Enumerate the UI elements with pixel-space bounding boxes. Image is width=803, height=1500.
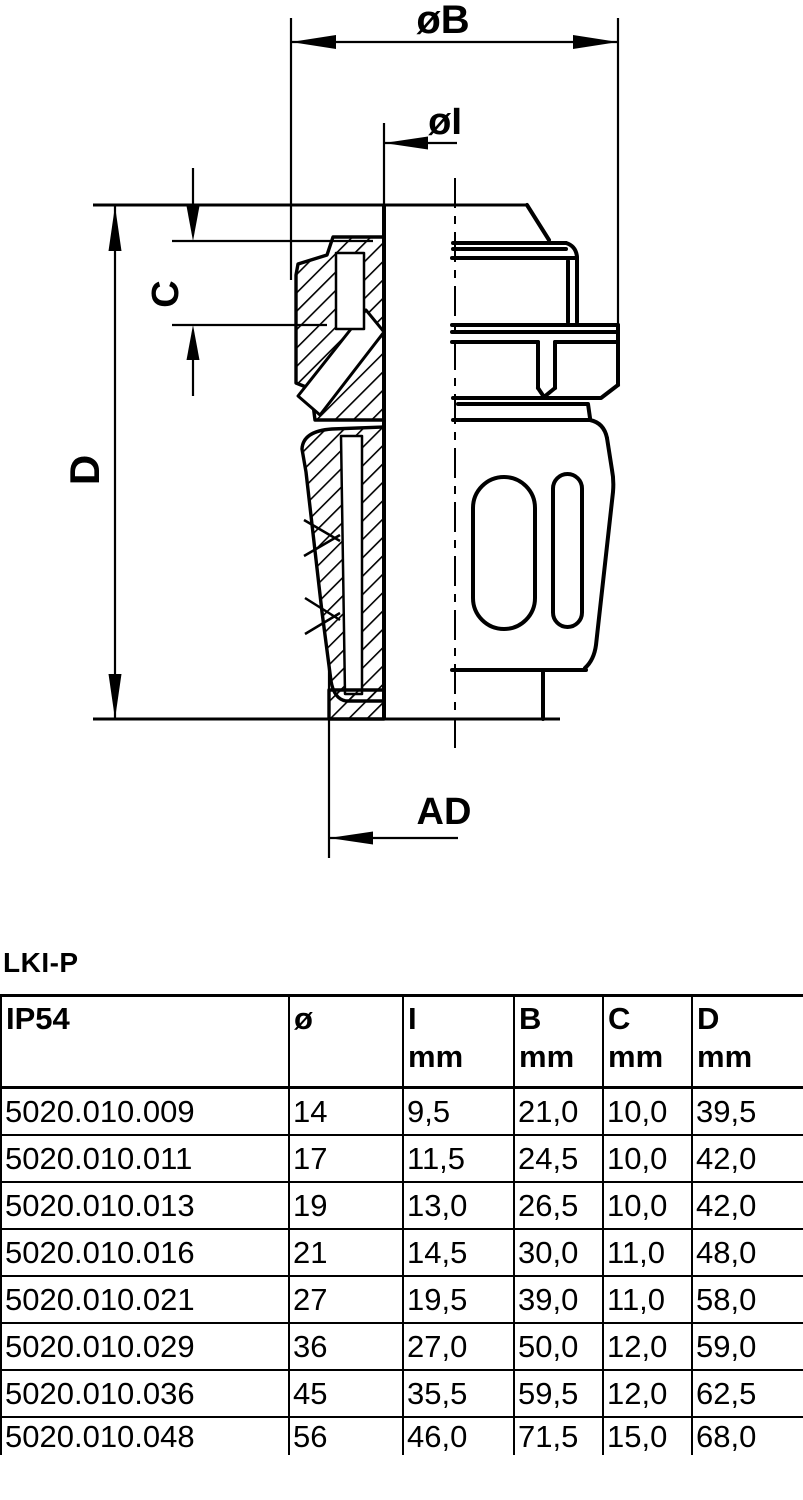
value-cell: 59,0 (692, 1323, 803, 1370)
value-cell: 62,5 (692, 1370, 803, 1417)
value-cell: 24,5 (514, 1135, 603, 1182)
col-header-b (514, 996, 603, 1088)
value-cell: 21,0 (514, 1088, 603, 1136)
hatched-tube (329, 690, 384, 719)
value-cell: 15,0 (603, 1417, 692, 1455)
table-row (1, 1276, 803, 1323)
value-cell: 39,0 (514, 1276, 603, 1323)
value-cell: 12,0 (603, 1323, 692, 1370)
value-cell: 21 (289, 1229, 403, 1276)
spec-table-block (0, 949, 803, 1455)
body-exterior (452, 205, 618, 719)
value-cell: 42,0 (692, 1182, 803, 1229)
col-header-unit: mm (697, 1039, 753, 1074)
col-header-label: B (519, 1001, 542, 1036)
value-cell: 46,0 (403, 1417, 514, 1455)
value-cell: 13,0 (403, 1182, 514, 1229)
arrowhead (109, 674, 122, 719)
spec-table-head (1, 996, 803, 1088)
value-cell: 17 (289, 1135, 403, 1182)
arrowhead (109, 206, 122, 251)
dim-label-overall-length: D (61, 454, 108, 486)
arrowhead (187, 325, 200, 360)
dim-label-thread-length: C (145, 280, 187, 308)
value-cell: 42,0 (692, 1135, 803, 1182)
table-row (1, 1135, 803, 1182)
value-cell: 36 (289, 1323, 403, 1370)
col-header-d (692, 996, 803, 1088)
dim-label-inner-diameter: øI (428, 101, 462, 143)
arrowhead (384, 137, 428, 150)
spec-table-body (1, 1088, 803, 1456)
arrowhead (187, 206, 200, 241)
header-row (1, 996, 803, 1088)
value-cell: 27,0 (403, 1323, 514, 1370)
part-number-cell: 5020.010.013 (1, 1182, 289, 1229)
dim-label-conduit-od: AD (416, 791, 472, 833)
col-header-unit: mm (608, 1039, 664, 1074)
part-number-cell: 5020.010.029 (1, 1323, 289, 1370)
col-header-protection (1, 996, 289, 1088)
dimension-labels (61, 0, 471, 833)
value-cell: 27 (289, 1276, 403, 1323)
value-cell: 58,0 (692, 1276, 803, 1323)
value-cell: 71,5 (514, 1417, 603, 1455)
value-cell: 26,5 (514, 1182, 603, 1229)
part-number-cell: 5020.010.009 (1, 1088, 289, 1136)
value-cell: 11,5 (403, 1135, 514, 1182)
arrowhead (329, 832, 373, 845)
value-cell: 19 (289, 1182, 403, 1229)
part-number-cell: 5020.010.036 (1, 1370, 289, 1417)
value-cell: 14 (289, 1088, 403, 1136)
col-header-diameter (289, 996, 403, 1088)
table-row (1, 1088, 803, 1136)
collet-slot (341, 436, 362, 694)
body-section (296, 206, 384, 719)
col-header-label: IP54 (6, 1001, 70, 1036)
col-header-label: C (608, 1001, 631, 1036)
value-cell: 10,0 (603, 1088, 692, 1136)
grip-cutout-small (553, 474, 582, 627)
part-number-cell: 5020.010.048 (1, 1417, 289, 1455)
value-cell: 45 (289, 1370, 403, 1417)
col-header-unit: mm (519, 1039, 575, 1074)
value-cell: 9,5 (403, 1088, 514, 1136)
arrowhead (291, 35, 336, 49)
spec-table (0, 994, 803, 1455)
value-cell: 11,0 (603, 1229, 692, 1276)
col-header-label: I (408, 1001, 417, 1036)
col-header-i (403, 996, 514, 1088)
value-cell: 50,0 (514, 1323, 603, 1370)
series-title: LKI-P (3, 947, 79, 978)
table-row (1, 1229, 803, 1276)
grip-cutout-large (473, 477, 535, 629)
value-cell: 56 (289, 1417, 403, 1455)
value-cell: 11,0 (603, 1276, 692, 1323)
part-number-cell: 5020.010.021 (1, 1276, 289, 1323)
dim-label-outer-diameter: øB (416, 0, 470, 42)
value-cell: 39,5 (692, 1088, 803, 1136)
value-cell: 68,0 (696, 1419, 757, 1454)
thread-groove (336, 253, 364, 329)
col-header-label: D (697, 1001, 720, 1036)
table-row (1, 1417, 803, 1455)
col-header-unit: mm (408, 1039, 464, 1074)
value-cell: 10,0 (603, 1182, 692, 1229)
part-number-cell: 5020.010.016 (1, 1229, 289, 1276)
value-cell: 14,5 (403, 1229, 514, 1276)
value-cell: 48,0 (692, 1229, 803, 1276)
value-cell: 19,5 (403, 1276, 514, 1323)
table-row (1, 1323, 803, 1370)
part-number-cell: 5020.010.011 (1, 1135, 289, 1182)
table-row (1, 1182, 803, 1229)
table-row (1, 1370, 803, 1417)
value-cell: 59,5 (514, 1370, 603, 1417)
arrowhead (573, 35, 618, 49)
value-cell: 12,0 (603, 1370, 692, 1417)
value-cell: 30,0 (514, 1229, 603, 1276)
col-header-label: ø (294, 1001, 313, 1036)
col-header-c (603, 996, 692, 1088)
value-cell: 35,5 (403, 1370, 514, 1417)
value-cell: 10,0 (603, 1135, 692, 1182)
